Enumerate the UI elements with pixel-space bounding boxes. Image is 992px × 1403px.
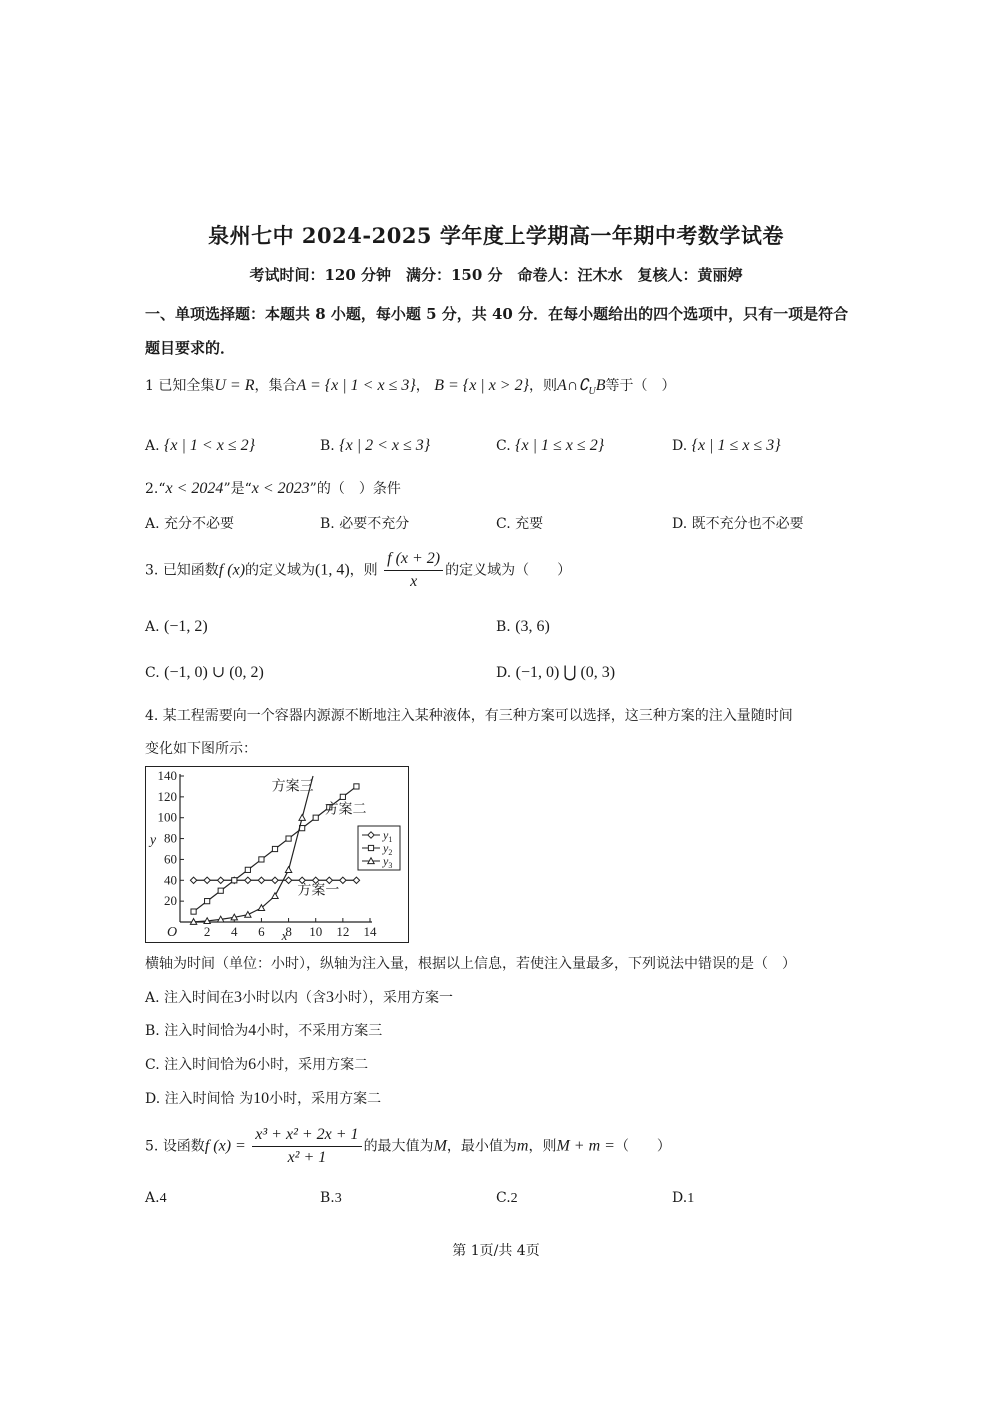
q1-math-3: B = {x | x > 2} (434, 377, 529, 394)
option-letter: B. (320, 1190, 335, 1206)
q1-option-a[interactable] (145, 437, 255, 455)
data-point-y2 (232, 878, 237, 883)
q4-option-c[interactable] (145, 1054, 368, 1074)
q4-text-line-1: 4. 某工程需要向一个容器内源源不断地注入某种液体，有三种方案可以选择，这三种方案的注入量随时间 (145, 708, 793, 724)
exam-info: 考试时间：120 分钟 满分：150 分 命卷人：汪木水 复核人：黄丽婷 (249, 266, 743, 284)
q1-text-2: ，集合 (254, 378, 297, 394)
legend-label-y2: $y_2$ (383, 841, 393, 857)
q1-option-c[interactable] (496, 437, 604, 455)
data-point-y2 (313, 815, 318, 820)
q3-fraction-denominator: x (410, 573, 418, 590)
option-text: (−1, 0) ∪ (0, 2) (164, 664, 264, 681)
option-letter: A. (145, 990, 160, 1006)
q5-number: 5. (145, 1138, 159, 1155)
q1-math-4-sub: U (588, 385, 596, 397)
q5-math-4: M + m = (556, 1137, 615, 1155)
option-text: 注入时间恰 为 (164, 1091, 254, 1107)
option-text: 小时，采用方案二 (256, 1057, 369, 1073)
option-text: 必要不充分 (339, 516, 410, 532)
data-point-y1 (190, 877, 196, 883)
option-text: 4 (159, 1191, 167, 1206)
y-tick-label: 20 (164, 893, 177, 909)
x-tick-label: 10 (309, 924, 323, 939)
option-text: {x | 2 < x ≤ 3} (339, 437, 431, 454)
q5-math-3: m (516, 1137, 529, 1155)
option-letter: C. (145, 1057, 160, 1073)
option-letter: B. (320, 438, 335, 454)
option-letter: A. (145, 438, 160, 454)
q2-option-d[interactable] (672, 513, 804, 533)
q3-text-1: 已知函数 (162, 562, 219, 579)
y-tick-label: 40 (164, 872, 177, 888)
option-text: 充要 (515, 516, 544, 532)
origin-label: O (166, 925, 178, 940)
q3-option-d[interactable] (496, 662, 615, 682)
q3-math-1: f (x) (218, 561, 246, 579)
data-point-y1 (299, 877, 305, 883)
q2-option-a[interactable] (145, 513, 234, 533)
section-heading: 一、单项选择题：本题共 8 小题，每小题 5 分，共 40 分．在每小题给出的四个选项中，只有一项是符合题目要求的． (145, 305, 849, 357)
q1-number: 1 (145, 378, 154, 394)
y-tick-label: 100 (157, 809, 177, 825)
y-tick-label: 80 (164, 830, 177, 846)
q3-text-3: ，则 (349, 562, 378, 579)
option-letter: C. (496, 516, 511, 532)
q5-option-d[interactable] (672, 1190, 694, 1207)
option-letter: C. (145, 665, 160, 681)
question-2 (145, 478, 401, 498)
data-point-y2 (286, 836, 291, 841)
question-3 (145, 550, 571, 591)
option-text: 注入时间恰为 (164, 1057, 249, 1073)
x-tick-label: 2 (203, 924, 211, 939)
data-point-y2 (272, 846, 277, 851)
q5-text-1: 设函数 (162, 1138, 205, 1155)
x-tick-label: 8 (285, 924, 292, 939)
option-letter: D. (672, 1190, 688, 1206)
y-tick-label: 120 (157, 788, 177, 804)
option-text: 小时，采用方案二 (269, 1091, 382, 1107)
option-text: 注入时间恰为 (164, 1023, 249, 1039)
data-point-y1 (245, 877, 251, 883)
q3-text-4: 的定义域为（ ） (445, 562, 572, 579)
series-label-scheme-2: 方案二 (324, 802, 367, 818)
option-letter: C. (496, 1190, 511, 1206)
q1-math-2: A = {x | 1 < x ≤ 3} (296, 377, 416, 394)
q1-text-4: ，则 (528, 378, 557, 394)
option-math: 3 (234, 989, 243, 1006)
q5-math-1: f (x) = (204, 1137, 246, 1155)
option-text: 注入时间在 (164, 990, 235, 1006)
q5-fraction-numerator: x³ + x² + 2x + 1 (252, 1126, 361, 1147)
option-text: 充分不必要 (164, 516, 235, 532)
option-letter: A. (145, 516, 160, 532)
option-text: 1 (687, 1191, 695, 1206)
q1-math-1: U = R (214, 377, 255, 394)
q3-option-a[interactable] (145, 618, 208, 636)
data-point-y1 (313, 877, 319, 883)
data-point-y3 (299, 815, 305, 821)
data-point-y2 (205, 899, 210, 904)
data-point-y3 (272, 893, 278, 899)
option-text: (−1, 2) (164, 618, 208, 635)
option-letter: B. (496, 619, 511, 635)
q5-math-2: M (433, 1137, 447, 1155)
option-text: (3, 6) (515, 618, 550, 635)
x-tick-label: 4 (231, 924, 238, 939)
q5-text-2: 的最大值为 (363, 1138, 434, 1155)
data-point-y2 (259, 857, 264, 862)
q4-option-d[interactable] (145, 1088, 381, 1108)
q2-number: 2. (145, 481, 159, 497)
option-letter: B. (320, 516, 335, 532)
q5-text-5: （ ） (614, 1138, 671, 1155)
q2-math-1: x < 2024 (165, 480, 224, 497)
y-axis-label: y (149, 832, 157, 848)
q3-math-2: (1, 4) (315, 561, 350, 579)
q5-option-a[interactable] (145, 1190, 167, 1207)
option-letter: A. (145, 1190, 160, 1206)
q2-text-2: ”是“ (223, 481, 252, 497)
page-footer: 第 1页/共 4页 (452, 1243, 540, 1259)
q3-fraction (384, 550, 443, 591)
option-math: 4 (248, 1022, 257, 1039)
option-letter: B. (145, 1023, 160, 1039)
option-letter: D. (672, 516, 688, 532)
q3-number: 3. (145, 562, 159, 579)
q4-text-line-2: 变化如下图所示： (145, 741, 257, 757)
q1-text-5: 等于（ ） (605, 378, 676, 394)
data-point-y1 (340, 877, 346, 883)
option-text: 小时以内（含 (242, 990, 327, 1006)
data-point-y2 (218, 888, 223, 893)
data-point-y1 (218, 877, 224, 883)
series-label-scheme-3: 方案三 (271, 779, 314, 795)
q4-caption: 横轴为时间（单位：小时），纵轴为注入量，根据以上信息，若使注入量最多，下列说法中错误的是（ ） (145, 956, 796, 972)
x-axis-label: x (281, 928, 288, 942)
question-5 (145, 1126, 671, 1167)
q5-text-3: ，最小值为 (446, 1138, 517, 1155)
q1-math-4: A∩∁ (556, 377, 589, 394)
x-tick-label: 14 (363, 924, 377, 939)
option-text: {x | 1 ≤ x ≤ 3} (691, 437, 781, 454)
q1-option-b[interactable] (320, 437, 430, 455)
data-point-y2 (340, 794, 345, 799)
option-text: 2 (510, 1191, 518, 1206)
q1-math-4-set: B (595, 377, 606, 394)
q3-option-c[interactable] (145, 662, 264, 682)
series-label-scheme-1: 方案一 (297, 883, 340, 899)
data-point-y2 (354, 784, 359, 789)
q5-text-4: ，则 (528, 1138, 557, 1155)
q3-text-2: 的定义域为 (245, 562, 316, 579)
option-letter: D. (672, 438, 688, 454)
q4-option-b[interactable] (145, 1020, 382, 1040)
q5-option-c[interactable] (496, 1190, 518, 1207)
q1-text-1: 已知全集 (158, 378, 215, 394)
data-point-y1 (353, 877, 359, 883)
q5-fraction (252, 1126, 361, 1167)
x-tick-label: 6 (258, 924, 265, 939)
q3-option-b[interactable] (496, 618, 550, 636)
option-text: 3 (334, 1191, 342, 1206)
option-letter: D. (496, 665, 512, 681)
series-line-y3 (194, 776, 313, 922)
option-text: 小时，不采用方案三 (256, 1023, 383, 1039)
legend-label-y1: $y_1$ (383, 828, 393, 844)
data-point-y1 (326, 877, 332, 883)
legend-marker-y2 (368, 845, 373, 850)
option-letter: C. (496, 438, 511, 454)
data-point-y1 (272, 877, 278, 883)
q3-fraction-numerator: f (x + 2) (384, 550, 443, 571)
option-text: {x | 1 ≤ x ≤ 2} (515, 437, 605, 454)
option-text: 小时），采用方案一 (334, 990, 454, 1006)
q4-chart (145, 766, 409, 943)
data-point-y2 (191, 909, 196, 914)
option-text: (−1, 0) ⋃ (0, 3) (515, 664, 616, 681)
option-text: {x | 1 < x ≤ 2} (164, 437, 255, 454)
data-point-y1 (285, 877, 291, 883)
data-point-y1 (204, 877, 210, 883)
y-tick-label: 140 (157, 768, 177, 783)
data-point-y2 (245, 867, 250, 872)
q2-option-b[interactable] (320, 513, 409, 533)
data-point-y3 (285, 867, 291, 873)
exam-title: 泉州七中 2024-2025 学年度上学期高一年期中考数学试卷 (208, 223, 784, 248)
q2-math-2: x < 2023 (251, 480, 310, 497)
y-tick-label: 60 (164, 851, 177, 867)
data-point-y3 (245, 912, 251, 918)
q2-option-c[interactable] (496, 513, 543, 533)
q5-fraction-denominator: x² + 1 (287, 1149, 327, 1166)
question-1 (145, 375, 676, 397)
option-math: 10 (253, 1090, 270, 1107)
x-tick-label: 12 (336, 924, 350, 939)
q5-option-b[interactable] (320, 1190, 342, 1207)
q1-text-3: ， (415, 378, 430, 394)
data-point-y1 (258, 877, 264, 883)
option-letter: D. (145, 1091, 161, 1107)
q1-option-d[interactable] (672, 437, 781, 455)
legend-label-y3: $y_3$ (383, 854, 393, 870)
q4-option-a[interactable] (145, 987, 453, 1007)
option-text: 既不充分也不必要 (691, 516, 804, 532)
option-math: 3 (326, 989, 335, 1006)
option-letter: A. (145, 619, 160, 635)
option-math: 6 (248, 1056, 257, 1073)
q4-chart-svg (146, 767, 408, 942)
q2-text-3: ”的（ ）条件 (309, 481, 401, 497)
q2-text-1: “ (158, 481, 166, 497)
